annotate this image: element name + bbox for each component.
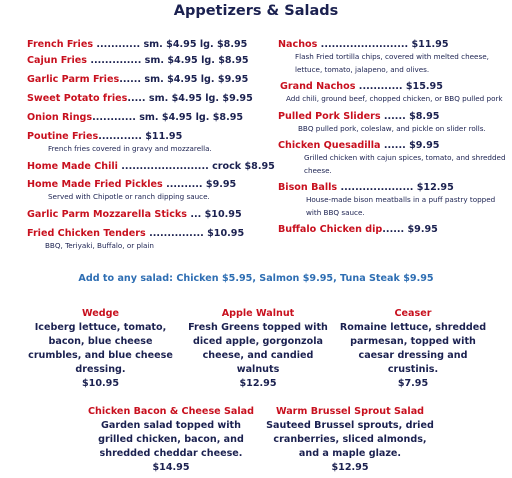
menu-item xyxy=(278,180,508,219)
salad-name: Ceaser xyxy=(394,308,432,319)
salad-name: Wedge xyxy=(82,308,119,319)
item-price: ............ sm. $4.95 lg. $8.95 xyxy=(92,112,244,123)
salad-warm-brussel-sprout xyxy=(265,405,435,475)
salad-wedge xyxy=(28,307,173,391)
page-title: Appetizers & Salads xyxy=(173,3,339,19)
salad-description: Iceberg lettuce, tomato, bacon, blue cheese crumbles, and blue cheese dressing. xyxy=(28,322,173,375)
salad-apple-walnut xyxy=(180,307,336,391)
item-price: .............. sm. $4.95 lg. $8.95 xyxy=(86,55,249,66)
appetizers-left-column xyxy=(27,37,275,256)
item-description: French fries covered in gravy and mozzarella. xyxy=(48,144,212,153)
salad-description: Garden salad topped with grilled chicken, bacon, and shredded cheddar cheese. xyxy=(98,420,244,459)
item-price: ............... $10.95 xyxy=(145,228,245,239)
menu-item xyxy=(278,138,508,177)
item-description: Add chili, ground beef, chopped chicken, or BBQ pulled pork xyxy=(286,94,503,103)
item-name: Garlic Parm Fries xyxy=(27,74,120,85)
menu-item xyxy=(27,110,267,125)
item-name: Bison Balls xyxy=(278,182,338,193)
menu-item xyxy=(27,129,267,156)
item-name: Home Made Chili xyxy=(27,160,118,172)
menu-item xyxy=(27,159,275,174)
menu-item xyxy=(27,72,267,87)
menu-item xyxy=(27,37,267,52)
item-price: ............ $11.95 xyxy=(98,131,183,142)
item-name: Fried Chicken Tenders xyxy=(27,228,146,239)
menu-item xyxy=(278,79,508,106)
salad-addon-note: Add to any salad: Chicken $5.95, Salmon $9.95, Tuna Steak $9.95 xyxy=(78,273,434,284)
item-description: BBQ, Teriyaki, Buffalo, or plain xyxy=(45,241,154,250)
item-name: Garlic Parm Mozzarella Sticks xyxy=(27,209,187,220)
salad-description: Romaine lettuce, shredded parmesan, topped with caesar dressing and crustinis. xyxy=(339,322,487,375)
item-price: ...... sm. $4.95 lg. $9.95 xyxy=(119,74,249,85)
item-name: Grand Nachos xyxy=(280,81,356,92)
item-price: ............ $15.95 xyxy=(355,81,443,92)
item-name: Chicken Quesadilla xyxy=(278,140,381,151)
appetizers-right-column xyxy=(278,37,508,237)
item-name: Buffalo Chicken dip xyxy=(278,224,383,235)
item-price: ...... $8.95 xyxy=(380,110,440,122)
item-description: House-made bison meatballs in a puff pastry topped with BBQ sauce. xyxy=(306,195,496,217)
item-name: Onion Rings xyxy=(27,112,93,123)
salad-price: $14.95 xyxy=(152,462,190,473)
item-price: ...... $9.95 xyxy=(380,140,440,151)
salad-description: Sauteed Brussel sprouts, dried cranberries, sliced almonds, and a maple glaze. xyxy=(266,420,434,459)
salad-name: Apple Walnut xyxy=(221,308,295,319)
item-price: ..... sm. $4.95 lg. $9.95 xyxy=(127,93,253,104)
item-price: ...... $9.95 xyxy=(382,224,438,235)
salad-price: $7.95 xyxy=(397,378,429,389)
salad-name: Chicken Bacon & Cheese Salad xyxy=(87,406,255,417)
item-name: Pulled Pork Sliders xyxy=(278,110,381,122)
item-name: Sweet Potato fries xyxy=(27,93,128,104)
item-price: ... $10.95 xyxy=(186,209,242,220)
item-description: Grilled chicken with cajun spices, tomato, and shredded cheese. xyxy=(304,153,506,175)
menu-item xyxy=(27,226,267,253)
item-price: .................... $12.95 xyxy=(337,182,454,193)
item-name: Home Made Fried Pickles xyxy=(27,178,163,190)
salad-price: $10.95 xyxy=(81,378,120,389)
item-price: ............ sm. $4.95 lg. $8.95 xyxy=(93,39,248,50)
item-name: Nachos xyxy=(278,39,318,50)
item-description: BBQ pulled pork, coleslaw, and pickle on slider rolls. xyxy=(298,123,486,133)
salad-price: $12.95 xyxy=(331,462,369,473)
salad-name: Warm Brussel Sprout Salad xyxy=(275,406,425,417)
menu-item xyxy=(278,222,508,237)
menu-item xyxy=(27,177,267,204)
salad-price: $12.95 xyxy=(239,378,277,389)
item-description: Flash Fried tortilla chips, covered with melted cheese, lettuce, tomato, jalapeno, and olives. xyxy=(295,52,489,74)
salad-description: Fresh Greens topped with diced apple, gorgonzola cheese, and candied walnuts xyxy=(188,322,328,375)
item-name: French Fries xyxy=(27,39,94,50)
item-description: Served with Chipotle or ranch dipping sauce. xyxy=(48,191,210,201)
menu-item xyxy=(27,53,267,68)
menu-item xyxy=(278,37,508,76)
salad-ceaser xyxy=(338,307,488,391)
menu-item xyxy=(27,91,267,106)
item-price: .......... $9.95 xyxy=(162,178,237,190)
item-price: ........................ crock $8.95 xyxy=(117,160,275,172)
menu-item xyxy=(278,109,508,136)
item-name: Cajun Fries xyxy=(27,55,87,66)
salad-chicken-bacon-cheese xyxy=(82,405,260,475)
item-price: ........................ $11.95 xyxy=(317,39,449,50)
menu-item xyxy=(27,207,267,222)
item-name: Poutine Fries xyxy=(27,131,99,142)
